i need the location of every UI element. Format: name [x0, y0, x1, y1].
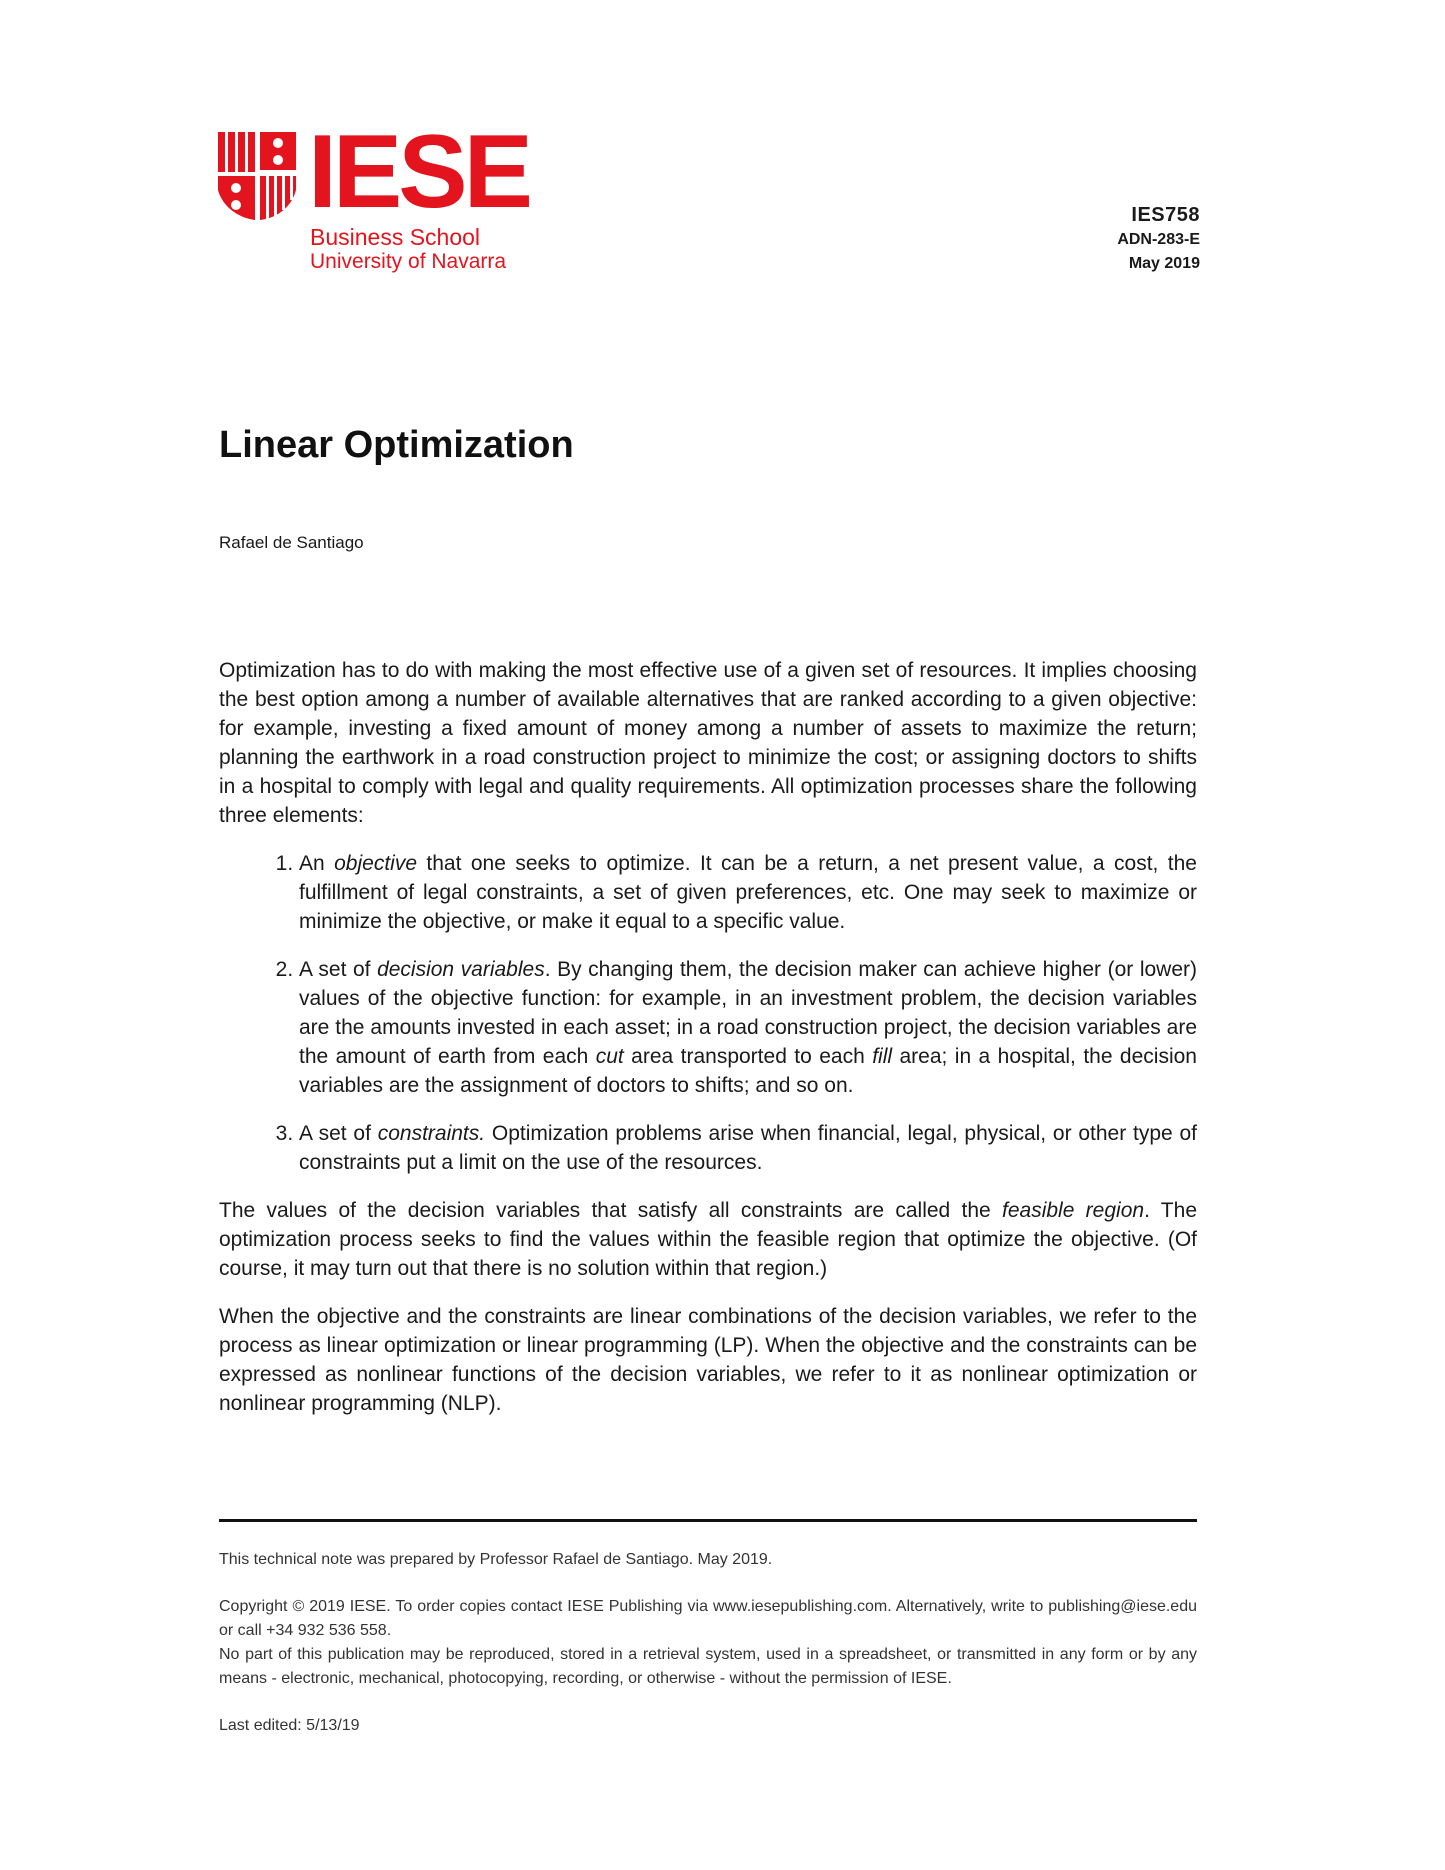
iese-shield-icon — [218, 130, 298, 224]
text-run: area; in a hospital, the decision variables are the assignment of doctors to shifts; and so on. — [299, 1045, 1197, 1097]
list-item-decision-variables — [299, 955, 1197, 1100]
document-title: Linear Optimization — [219, 424, 574, 466]
doc-code: IES758 — [1131, 204, 1200, 226]
doc-date: May 2019 — [1128, 255, 1200, 272]
emphasis-text: fill — [872, 1045, 893, 1068]
lp-nlp-paragraph: When the objective and the constraints are linear combinations of the decision variables, we refer to the process as linear optimization or linear programming (LP). When the objective and the constraints can be expressed as nonlinear functions of the decision variables, we refer to it as nonlinear optimization or nonlinear programming (NLP). — [219, 1305, 1197, 1415]
feasible-region-paragraph — [219, 1196, 1197, 1283]
emphasis-text: feasible region — [1002, 1199, 1145, 1222]
text-run: . The optimization process seeks to find the values within the feasible region that optimize the objective. (Of course, it may turn out that there is no solution within that region.) — [219, 1199, 1197, 1280]
text-run: . By changing them, the decision maker can achieve higher (or lower) values of the objective function: for example, in an investment problem, the decision variables are the amounts invested in each asset; in a road construction project, the decision variables are the amount of earth from each — [299, 958, 1197, 1068]
emphasis-text: cut — [595, 1045, 624, 1068]
text-run: Optimization problems arise when financial, legal, physical, or other type of constraints put a limit on the use of the resources. — [299, 1122, 1197, 1174]
elements-list — [219, 849, 1197, 1177]
logo-business-school: Business School — [310, 224, 481, 250]
document-author: Rafael de Santiago — [219, 533, 364, 552]
copyright-note: Copyright © 2019 IESE. To order copies contact IESE Publishing via www.iesepublishing.com. Alternatively, write to publishing@iese.edu or call +34 932 536 558. — [219, 1598, 1197, 1639]
logo-university: University of Navarra — [310, 250, 507, 273]
text-run: A set of — [299, 958, 378, 981]
intro-paragraph: Optimization has to do with making the most effective use of a given set of resources. It implies choosing the best option among a number of available alternatives that are ranked according to a given objective: for example, investing a fixed amount of money among a number of assets to maximize the return; planning the earthwork in a road construction project to minimize the cost; or assigning doctors to shifts in a hospital to comply with legal and quality requirements. All optimization processes share the following three elements: — [219, 659, 1197, 827]
document-body — [219, 656, 1197, 1437]
prepared-note: This technical note was prepared by Professor Rafael de Santiago. May 2019. — [219, 1551, 773, 1568]
doc-ref: ADN-283-E — [1117, 231, 1200, 248]
document-reference — [1117, 202, 1200, 276]
rights-note: No part of this publication may be reproduced, stored in a retrieval system, used in a spreadsheet, or transmitted in any form or by any means - electronic, mechanical, photocopying, recording, or otherwise - without the permission of IESE. — [219, 1646, 1197, 1687]
logo-wordmark: IESE — [308, 114, 529, 230]
emphasis-text: constraints. — [377, 1122, 486, 1145]
text-run: area transported to each — [623, 1045, 873, 1068]
iese-logo — [218, 114, 529, 280]
text-run: The values of the decision variables that satisfy all constraints are called the — [219, 1199, 1002, 1222]
text-run: that one seeks to optimize. It can be a return, a net present value, a cost, the fulfillment of legal constraints, a set of given preferences, etc. One may seek to maximize or minimize the objective, or make it equal to a specific value. — [299, 852, 1197, 933]
footer-divider — [219, 1519, 1197, 1522]
emphasis-text: objective — [334, 852, 417, 875]
emphasis-text: decision variables — [377, 958, 545, 981]
list-item-objective — [299, 849, 1197, 936]
text-run: A set of — [299, 1122, 378, 1145]
text-run: An — [299, 852, 335, 875]
last-edited: Last edited: 5/13/19 — [219, 1717, 360, 1734]
list-item-constraints — [299, 1119, 1197, 1177]
footer-notes — [219, 1548, 1197, 1738]
